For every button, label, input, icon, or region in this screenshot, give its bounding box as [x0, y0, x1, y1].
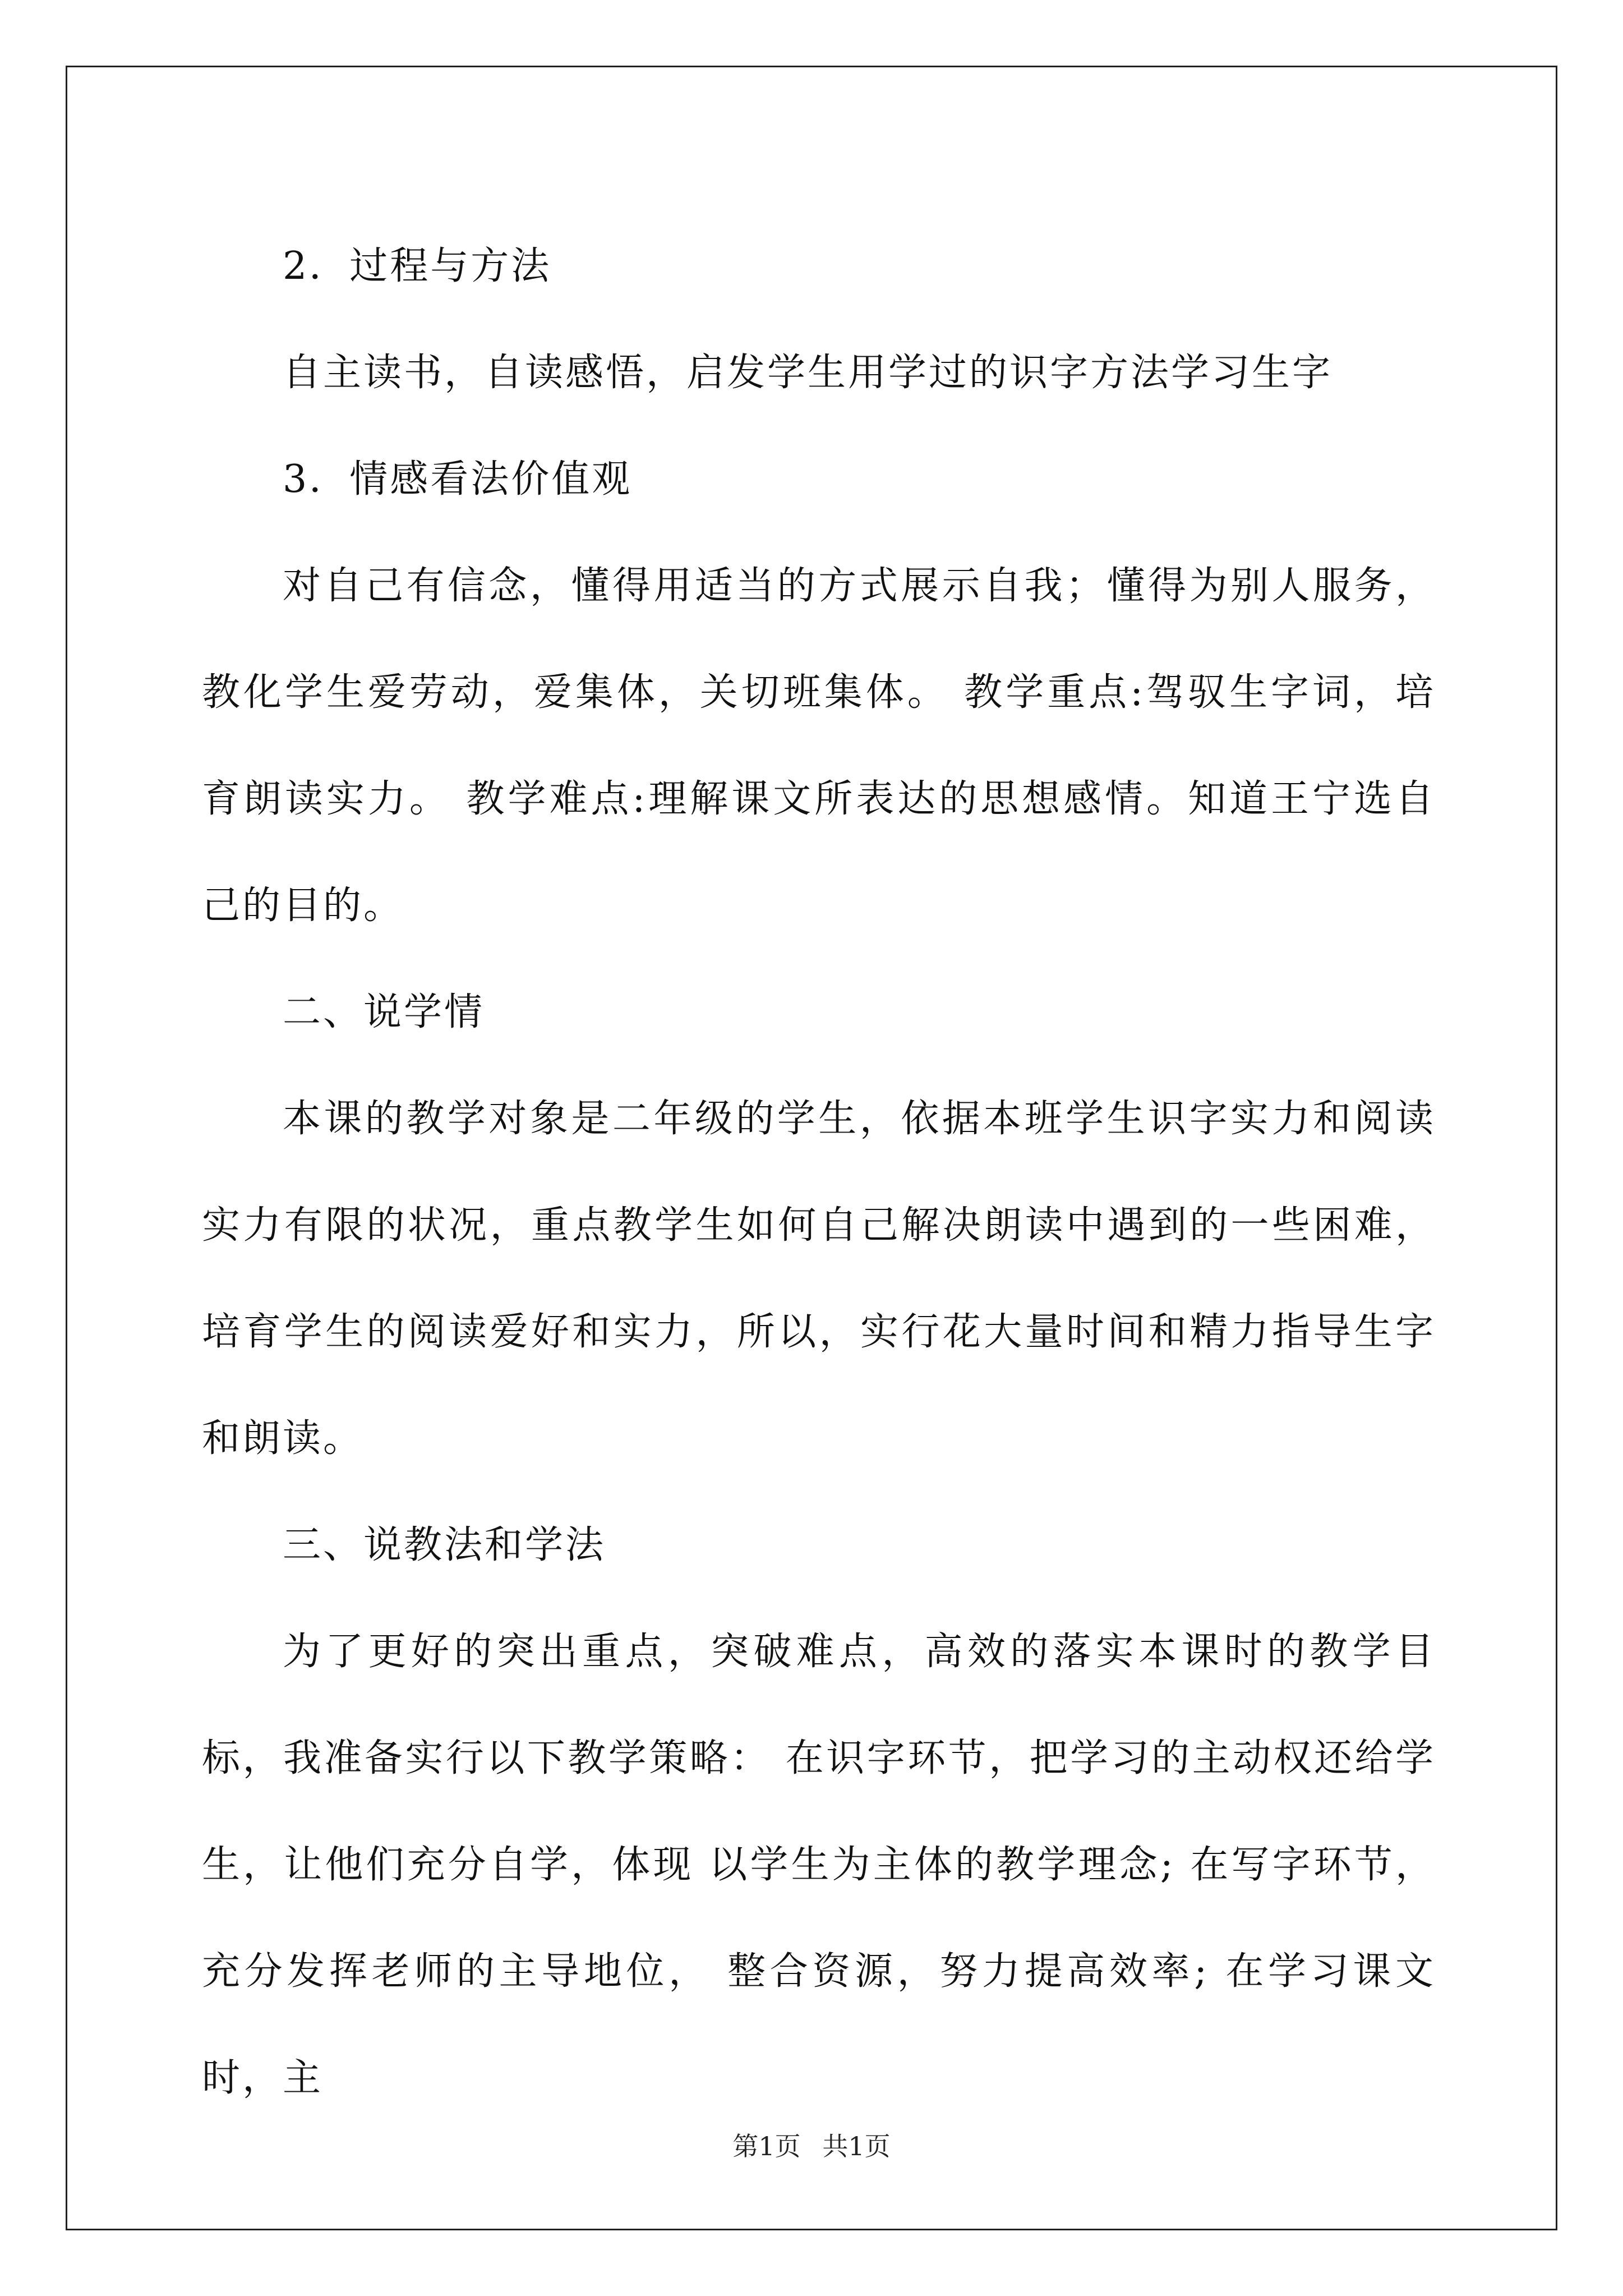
heading-emotion-values: 3．情感看法价值观: [283, 457, 633, 501]
paragraph-student-situation: 本课的教学对象是二年级的学生，依据本班学生识字实力和阅读实力有限的状况，重点教学生如何自己解决朗读中遇到的一些困难，培育学生的阅读爱好和实力，所以，实行花大量时间和精力指导生字和朗读。: [202, 1097, 1436, 1461]
page-footer: [0, 2126, 1623, 2163]
heading-teaching-methods: 三、说教法和学法: [283, 1523, 606, 1567]
paragraph-goals-key-points: 对自己有信念，懂得用适当的方式展示自我；懂得为别人服务，教化学生爱劳动，爱集体，关切班集体。 教学重点:驾驭生字词，培育朗读实力。 教学难点:理解课文所表达的思想感情。知道王宁选自己的目的。: [202, 564, 1436, 928]
paragraph-self-reading: 自主读书，自读感悟，启发学生用学过的识字方法学习生字: [283, 351, 1333, 395]
page-number: 第1页: [732, 2131, 801, 2161]
paragraph-teaching-strategy: 为了更好的突出重点，突破难点，高效的落实本课时的教学目标，我准备实行以下教学策略： 在识字环节，把学习的主动权还给学生，让他们充分自学，体现 以学生为主体的教学理念; 在写字环节，充分发挥老师的主导地位， 整合资源，努力提高效率; 在学习课文时，主: [202, 1630, 1436, 2100]
page-total: 共1页: [822, 2131, 891, 2161]
heading-process-method: 2．过程与方法: [283, 244, 552, 288]
document-body: [202, 213, 1436, 2132]
heading-student-situation: 二、说学情: [283, 990, 485, 1034]
